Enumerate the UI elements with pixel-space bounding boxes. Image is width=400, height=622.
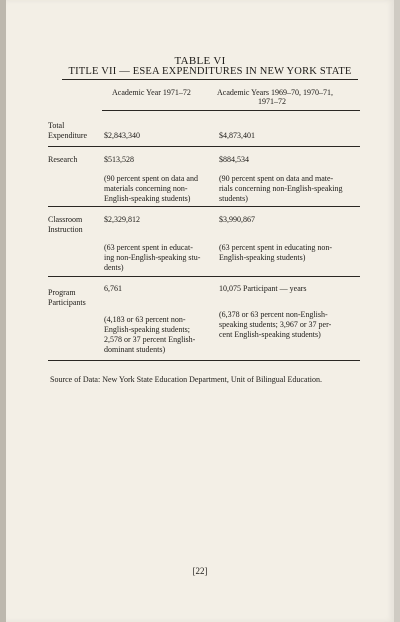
column-header-1969-72-l2: 1971–72: [258, 97, 286, 106]
row-label-program-l1: Program: [48, 288, 76, 297]
row-label-program-l2: Participants: [48, 298, 86, 307]
table-title: TITLE VII — ESEA EXPENDITURES IN NEW YORK STATE: [68, 66, 352, 77]
table-number: TABLE VI: [174, 55, 226, 67]
research-note-1971-72: (90 percent spent on data and materials concerning non- English-speaking students): [104, 174, 198, 203]
table-bottom-rule: [48, 360, 360, 361]
research-value-1969-72: $884,534: [219, 155, 249, 164]
program-note-1969-72: (6,378 or 63 percent non-English- speaking students; 3,967 or 37 per- cent English-speaking students): [219, 310, 332, 339]
row-label-classroom-l1: Classroom: [48, 215, 83, 224]
program-value-1971-72: 6,761: [104, 284, 122, 293]
program-value-1969-72: 10,075 Participant — years: [219, 284, 307, 293]
row-rule-2: [48, 206, 360, 207]
total-value-1971-72: $2,843,340: [104, 131, 140, 140]
research-value-1971-72: $513,528: [104, 155, 134, 164]
row-label-total-l2: Expenditure: [48, 131, 88, 140]
row-rule-1: [48, 146, 360, 147]
header-rule: [102, 110, 360, 111]
row-label-total-l1: Total: [48, 121, 65, 130]
classroom-value-1969-72: $3,990,867: [219, 215, 255, 224]
classroom-note-1971-72: (63 percent spent in educat- ing non-English-speaking stu- dents): [104, 243, 201, 272]
row-label-classroom-l2: Instruction: [48, 225, 83, 234]
row-label-research: Research: [48, 155, 78, 164]
total-value-1969-72: $4,873,401: [219, 131, 255, 140]
source-note: Source of Data: New York State Education Department, Unit of Bilingual Education.: [50, 375, 322, 384]
row-rule-3: [48, 276, 360, 277]
research-note-1969-72: (90 percent spent on data and mate- rials concerning non-English-speaking students): [219, 174, 343, 203]
column-header-1969-72-l1: Academic Years 1969–70, 1970–71,: [217, 88, 333, 97]
classroom-value-1971-72: $2,329,812: [104, 215, 140, 224]
program-note-1971-72: (4,183 or 63 percent non- English-speaking students; 2,578 or 37 percent English- dominant students): [104, 315, 196, 354]
classroom-note-1969-72: (63 percent spent in educating non- English-speaking students): [219, 243, 333, 262]
title-rule: [62, 79, 358, 80]
column-header-1971-72: Academic Year 1971–72: [112, 88, 191, 97]
page-number: [22]: [192, 566, 208, 576]
